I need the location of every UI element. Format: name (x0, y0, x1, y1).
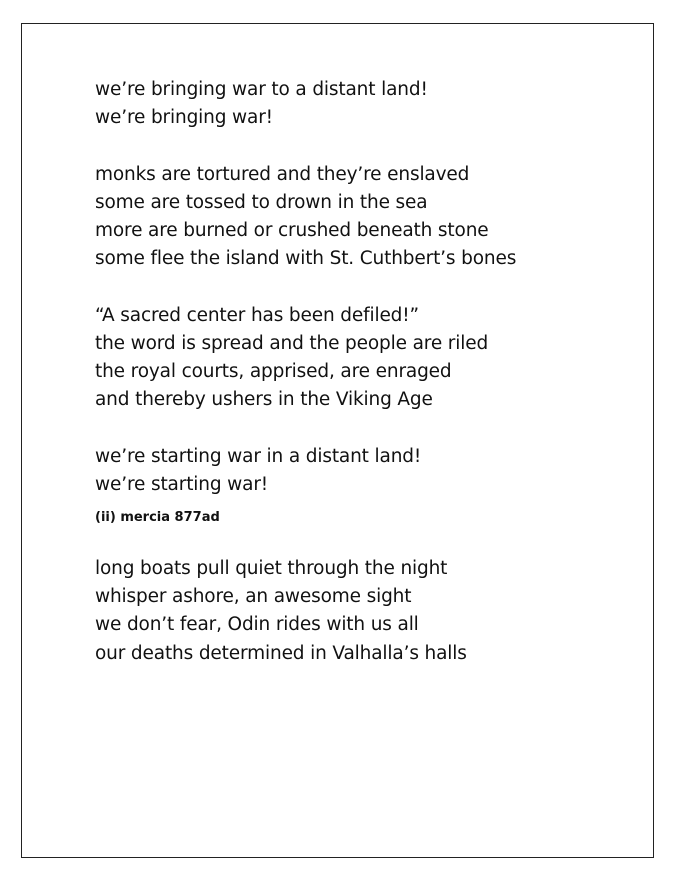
poem-line: we’re starting war! (95, 473, 269, 495)
poem-line: “A sacred center has been defiled!” (95, 304, 419, 326)
poem-line: some are tossed to drown in the sea (95, 191, 428, 213)
stanza-break (95, 414, 635, 442)
poem-line: we’re bringing war! (95, 107, 273, 129)
poem-line: more are burned or crushed beneath stone (95, 220, 489, 241)
document-page (21, 23, 654, 858)
poem-line: whisper ashore, an awesome sight (95, 586, 412, 608)
poem-line: the royal courts, apprised, are enraged (95, 361, 452, 382)
stanza-5 (95, 555, 635, 668)
stanza-break (95, 273, 635, 301)
poem-body (95, 76, 635, 668)
stanza-3 (95, 302, 635, 415)
poem-line: the word is spread and the people are riled (95, 332, 489, 354)
poem-line: long boats pull quiet through the night (95, 558, 448, 579)
stanza-2 (95, 161, 635, 274)
section-heading: (ii) mercia 877ad (95, 510, 220, 525)
poem-line: monks are tortured and they’re enslaved (95, 163, 470, 185)
poem-line: we’re bringing war to a distant land! (95, 79, 428, 100)
poem-line: we don’t fear, Odin rides with us all (95, 614, 419, 636)
poem-line: and thereby ushers in the Viking Age (95, 389, 433, 411)
poem-line: we’re starting war in a distant land! (95, 445, 422, 467)
stanza-break (95, 132, 635, 160)
stanza-1 (95, 76, 635, 132)
poem-line: some flee the island with St. Cuthbert’s bones (95, 248, 517, 270)
stanza-4 (95, 443, 635, 499)
poem-line: our deaths determined in Valhalla’s halls (95, 642, 467, 664)
